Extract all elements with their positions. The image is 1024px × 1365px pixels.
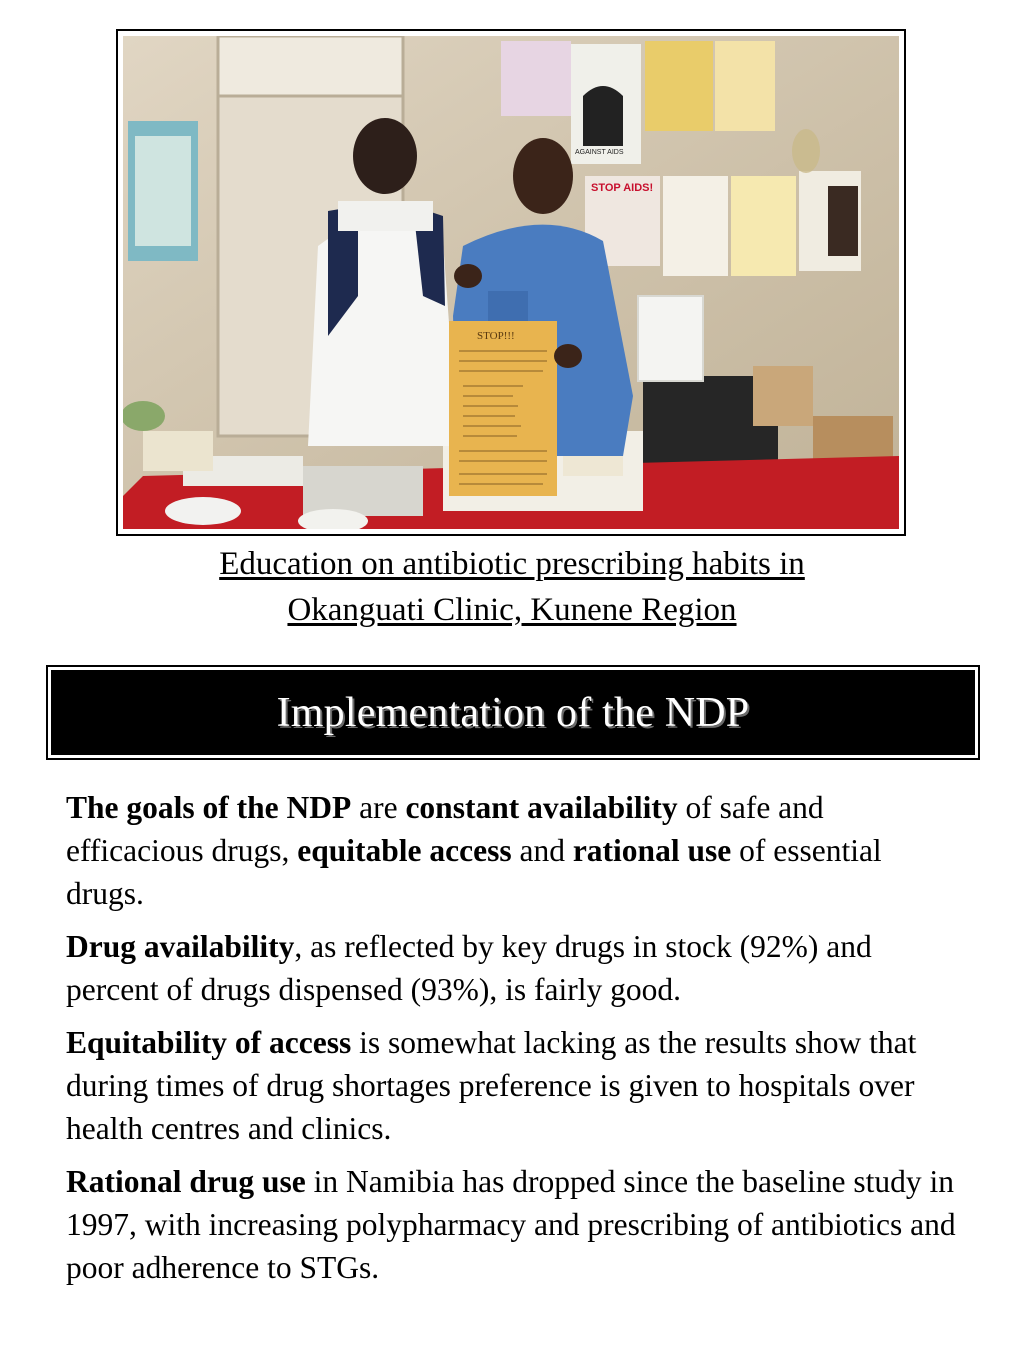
paragraph-equitability-lead: Equitability of access [66, 1025, 352, 1060]
term-constant-availability: constant availability [405, 790, 678, 825]
sign-heading-text: STOP!!! [477, 330, 515, 342]
section-title-background [51, 670, 975, 755]
body-text [66, 786, 962, 1299]
section-title-bar [46, 665, 980, 760]
paragraph-equitability: Equitability of access is somewhat lacking as the results show that during times of drug shortages preference is given to hospitals over health centres and clinics. [66, 1025, 917, 1146]
poster-against-aids-text: AGAINST AIDS [575, 149, 624, 156]
paragraph-drug-availability-lead: Drug availability [66, 929, 295, 964]
poster-stop-aids-text: STOP AIDS! [591, 182, 654, 194]
caption-line-1: Education on antibiotic prescribing habits in [219, 546, 805, 582]
paragraph-rational-drug-use-lead: Rational drug use [66, 1164, 306, 1199]
caption-line-2: Okanguati Clinic, Kunene Region [287, 592, 737, 628]
clinic-photo-illustration [123, 36, 899, 529]
paragraph-drug-availability: Drug availability, as reflected by key drugs in stock (92%) and percent of drugs dispensed (93%), is fairly good. [66, 929, 872, 1007]
paragraph-goals-lead: The goals of the NDP [66, 790, 352, 825]
section-title: Implementation of the NDP [276, 689, 750, 736]
clinic-photo [116, 29, 906, 536]
term-rational-use: rational use [572, 833, 732, 868]
paragraph-rational-drug-use: Rational drug use in Namibia has dropped since the baseline study in 1997, with increasing polypharmacy and prescribing of antibiotics and poor adherence to STGs. [66, 1164, 956, 1285]
paragraph-goals: The goals of the NDP are constant availability of safe and efficacious drugs, equitable access and rational use of essential drugs. [66, 790, 882, 911]
photo-caption [80, 541, 944, 633]
term-equitable-access: equitable access [297, 833, 512, 868]
